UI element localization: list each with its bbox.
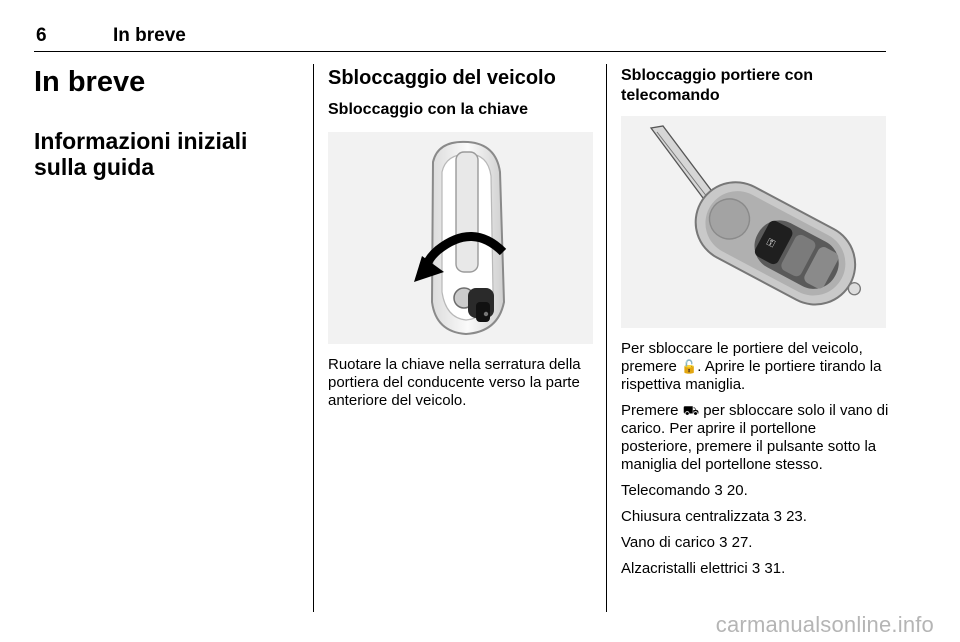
- column-divider-2: [606, 64, 607, 612]
- unlock-icon: 🔓: [681, 359, 698, 374]
- ref-remote-control[interactable]: Telecomando 3 20.: [621, 482, 748, 499]
- cargo-unlock-icon: ⛟: [682, 403, 700, 418]
- subtopic-title-remote: Sbloccaggio portiere con telecomando: [621, 67, 814, 104]
- right-column: [621, 66, 889, 578]
- chapter-title: In breve: [34, 66, 146, 98]
- topic-title: Sbloccaggio del veicolo: [328, 67, 556, 89]
- section-title: Informazioni iniziali sulla guida: [34, 128, 248, 180]
- svg-text:⚿: ⚿: [764, 236, 777, 251]
- page-ref-arrow-icon: 3: [773, 508, 782, 525]
- page-number: 6: [36, 25, 47, 46]
- ref-power-windows[interactable]: Alzacristalli elettrici 3 31.: [621, 560, 786, 577]
- middle-column: [328, 66, 596, 410]
- remote-key-figure: [621, 116, 886, 328]
- door-lock-figure: [328, 132, 593, 344]
- remote-unlock-paragraph: Per sbloccare le portiere del veicolo, premere 🔓. Aprire le portiere tirando la rispettiva maniglia.: [621, 340, 882, 393]
- running-title: In breve: [113, 25, 186, 46]
- page-ref-arrow-icon: 3: [751, 560, 761, 577]
- page-ref-arrow-icon: 3: [714, 482, 723, 499]
- left-column: [34, 66, 304, 180]
- page-ref-arrow-icon: 3: [719, 534, 728, 551]
- watermark: carmanualsonline.info: [715, 612, 934, 637]
- header-rule: [34, 51, 886, 52]
- column-divider-1: [313, 64, 314, 612]
- subtopic-title-key: Sbloccaggio con la chiave: [328, 101, 529, 118]
- ref-cargo-area[interactable]: Vano di carico 3 27.: [621, 534, 753, 551]
- key-unlock-paragraph: Ruotare la chiave nella serratura della portiera del conducente verso la parte anteriore del veicolo.: [328, 356, 581, 409]
- cargo-unlock-paragraph: Premere ⛟ per sbloccare solo il vano di carico. Per aprire il portellone posteriore, premere il pulsante sotto la maniglia del portellone stesso.: [621, 402, 889, 473]
- ref-central-locking[interactable]: Chiusura centralizzata 3 23.: [621, 508, 807, 525]
